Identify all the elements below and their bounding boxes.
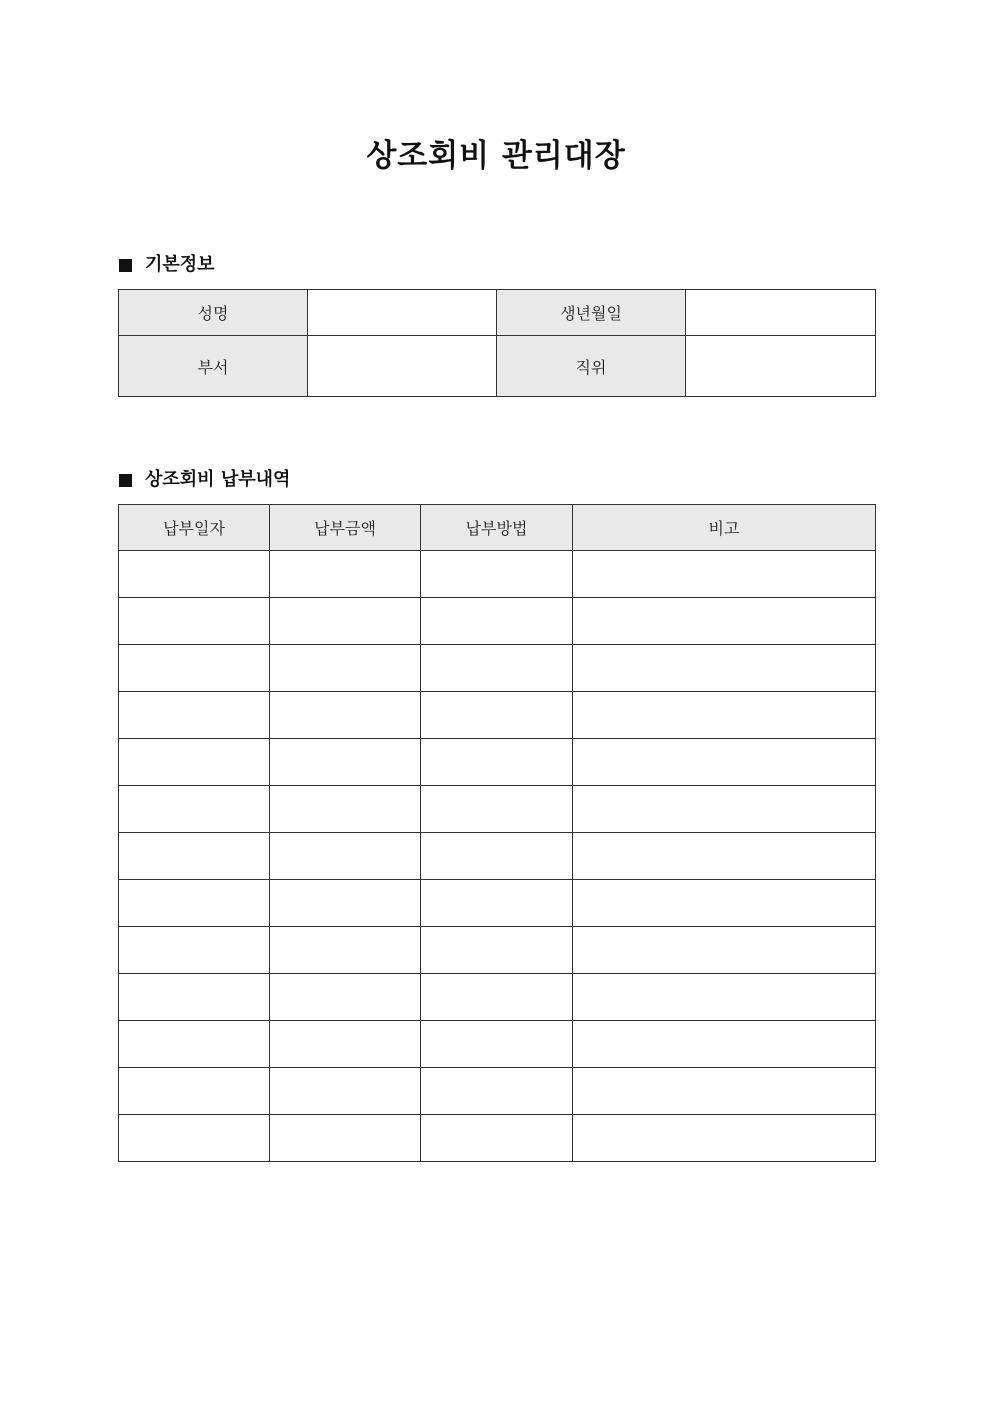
payment-date-cell[interactable] [119, 551, 270, 598]
table-row [119, 833, 876, 880]
column-header-payment-date: 납부일자 [119, 505, 270, 551]
payment-method-cell[interactable] [421, 739, 573, 786]
position-label: 직위 [497, 336, 686, 397]
payment-amount-cell[interactable] [270, 1115, 421, 1162]
birthdate-label: 생년월일 [497, 290, 686, 336]
payment-method-cell[interactable] [421, 880, 573, 927]
payment-table-body [119, 551, 876, 1162]
payment-amount-cell[interactable] [270, 645, 421, 692]
column-header-payment-method: 납부방법 [421, 505, 573, 551]
payment-amount-cell[interactable] [270, 598, 421, 645]
remarks-cell[interactable] [573, 786, 876, 833]
remarks-cell[interactable] [573, 598, 876, 645]
table-row [119, 598, 876, 645]
basic-info-table [118, 289, 876, 397]
payment-method-cell[interactable] [421, 974, 573, 1021]
table-row [119, 1021, 876, 1068]
payment-method-cell[interactable] [421, 927, 573, 974]
column-header-remarks: 비고 [573, 505, 876, 551]
payment-amount-cell[interactable] [270, 1021, 421, 1068]
payment-method-cell[interactable] [421, 1068, 573, 1115]
payment-amount-cell[interactable] [270, 974, 421, 1021]
table-row [119, 551, 876, 598]
payment-method-cell[interactable] [421, 598, 573, 645]
table-row [119, 786, 876, 833]
payment-date-cell[interactable] [119, 927, 270, 974]
square-bullet-icon [119, 474, 132, 487]
payment-history-heading [119, 468, 290, 492]
table-row [119, 645, 876, 692]
payment-amount-cell[interactable] [270, 551, 421, 598]
remarks-cell[interactable] [573, 833, 876, 880]
table-row [119, 692, 876, 739]
payment-date-cell[interactable] [119, 598, 270, 645]
column-header-payment-amount: 납부금액 [270, 505, 421, 551]
table-row [119, 1068, 876, 1115]
payment-amount-cell[interactable] [270, 880, 421, 927]
remarks-cell[interactable] [573, 1115, 876, 1162]
basic-info-row [119, 336, 876, 397]
remarks-cell[interactable] [573, 974, 876, 1021]
payment-method-cell[interactable] [421, 645, 573, 692]
payment-date-cell[interactable] [119, 1068, 270, 1115]
payment-method-cell[interactable] [421, 1115, 573, 1162]
table-row [119, 739, 876, 786]
remarks-cell[interactable] [573, 1021, 876, 1068]
table-row [119, 1115, 876, 1162]
basic-info-row [119, 290, 876, 336]
payment-method-cell[interactable] [421, 551, 573, 598]
payment-amount-cell[interactable] [270, 1068, 421, 1115]
payment-history-table [118, 504, 876, 1162]
payment-amount-cell[interactable] [270, 786, 421, 833]
remarks-cell[interactable] [573, 739, 876, 786]
table-row [119, 880, 876, 927]
payment-date-cell[interactable] [119, 1115, 270, 1162]
table-row [119, 927, 876, 974]
remarks-cell[interactable] [573, 927, 876, 974]
payment-method-cell[interactable] [421, 833, 573, 880]
remarks-cell[interactable] [573, 551, 876, 598]
name-label: 성명 [119, 290, 308, 336]
department-field[interactable] [308, 336, 497, 397]
payment-date-cell[interactable] [119, 833, 270, 880]
remarks-cell[interactable] [573, 1068, 876, 1115]
payment-date-cell[interactable] [119, 974, 270, 1021]
department-label: 부서 [119, 336, 308, 397]
remarks-cell[interactable] [573, 692, 876, 739]
page-title: 상조회비 관리대장 [366, 138, 626, 174]
remarks-cell[interactable] [573, 645, 876, 692]
basic-info-heading-label: 기본정보 [145, 254, 215, 275]
payment-amount-cell[interactable] [270, 692, 421, 739]
name-field[interactable] [308, 290, 497, 336]
payment-amount-cell[interactable] [270, 833, 421, 880]
payment-amount-cell[interactable] [270, 927, 421, 974]
birthdate-field[interactable] [686, 290, 876, 336]
payment-date-cell[interactable] [119, 786, 270, 833]
payment-method-cell[interactable] [421, 692, 573, 739]
payment-date-cell[interactable] [119, 692, 270, 739]
payment-header-row [119, 505, 876, 551]
table-row [119, 974, 876, 1021]
payment-date-cell[interactable] [119, 739, 270, 786]
payment-history-heading-label: 상조회비 납부내역 [145, 469, 291, 490]
payment-date-cell[interactable] [119, 1021, 270, 1068]
remarks-cell[interactable] [573, 880, 876, 927]
payment-method-cell[interactable] [421, 1021, 573, 1068]
payment-date-cell[interactable] [119, 645, 270, 692]
payment-date-cell[interactable] [119, 880, 270, 927]
square-bullet-icon [119, 259, 132, 272]
payment-amount-cell[interactable] [270, 739, 421, 786]
basic-info-heading [119, 253, 215, 277]
position-field[interactable] [686, 336, 876, 397]
payment-method-cell[interactable] [421, 786, 573, 833]
